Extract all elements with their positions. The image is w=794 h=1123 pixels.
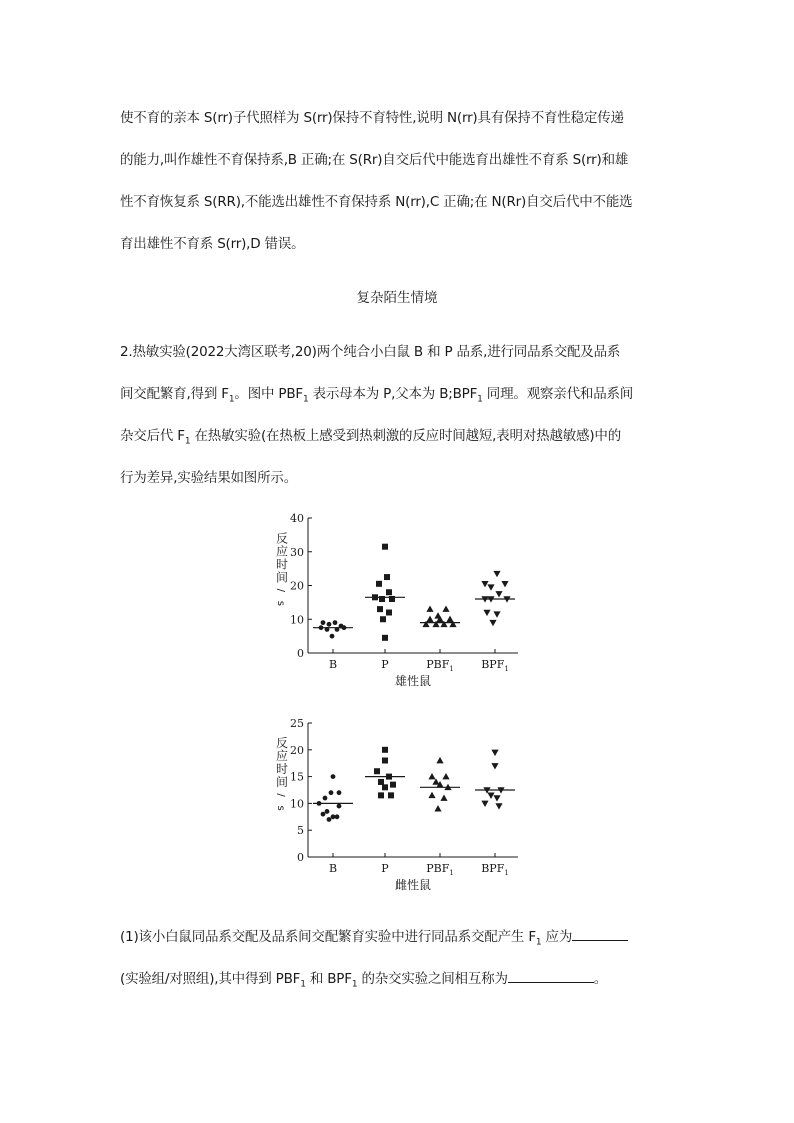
square-marker (389, 596, 395, 602)
y-axis-title-char: 应 (275, 544, 289, 559)
x-tick-label: P (381, 862, 389, 875)
circle-marker (321, 812, 326, 817)
circle-marker (327, 622, 332, 627)
triangle-up-marker (436, 757, 443, 763)
square-marker (382, 544, 388, 550)
answer-line-3: 性不育恢复系 S(RR),不能选出雄性不育保持系 N(rr),C 正确;在 N(Rr)自交后代中不能选 (120, 194, 633, 210)
circle-marker (325, 809, 330, 814)
triangle-up-marker (428, 792, 435, 798)
circle-marker (337, 790, 342, 795)
triangle-up-marker (434, 805, 441, 811)
male-reaction-time-chart (268, 510, 538, 700)
square-marker (378, 779, 384, 785)
circle-marker (335, 814, 340, 819)
triangle-down-marker (481, 801, 488, 807)
square-marker (384, 574, 390, 580)
circle-marker (331, 774, 336, 779)
answer-line-2: 的能力,叫作雄性不育保持系,B 正确;在 S(Rr)自交后代中能选育出雄性不育系 S(rr)和雄 (120, 152, 629, 168)
y-axis-title-char: s (275, 805, 286, 811)
x-tick-label: $PBF_1$ (426, 862, 454, 877)
triangle-up-marker (426, 606, 433, 612)
answer-line-1: 使不育的亲本 S(rr)子代照样为 S(rr)保持不育特性,说明 N(rr)具有保持不育性稳定传递 (120, 110, 624, 126)
y-tick-label: 5 (297, 824, 304, 838)
female-reaction-time-chart (268, 715, 538, 900)
y-tick-label: 15 (290, 770, 304, 784)
y-axis-title-char: s (275, 600, 286, 606)
circle-marker (337, 804, 342, 809)
y-tick-label: 0 (297, 647, 304, 660)
triangle-up-marker (426, 616, 433, 622)
triangle-down-marker (489, 620, 496, 626)
y-tick-label: 0 (297, 851, 304, 864)
circle-marker (333, 620, 338, 625)
square-marker (382, 758, 388, 764)
x-tick-label: $PBF_1$ (426, 658, 454, 673)
circle-marker (330, 634, 335, 639)
square-marker (378, 792, 384, 798)
triangle-down-marker (491, 750, 498, 756)
y-tick-label: 20 (290, 743, 304, 757)
y-tick-label: 20 (290, 579, 304, 593)
square-marker (379, 596, 385, 602)
subquestion-line-2: (实验组/对照组),其中得到 $PBF_1$ 和 $BPF_1$ 的杂交实验之间相互称为 。 (120, 968, 607, 995)
circle-marker (321, 620, 326, 625)
x-tick-label: P (381, 658, 389, 671)
circle-marker (329, 790, 334, 795)
x-tick-label: B (328, 658, 338, 671)
circle-marker (319, 625, 324, 630)
square-marker (388, 792, 394, 798)
y-tick-label: 10 (290, 613, 304, 627)
y-axis-title-char: 时 (275, 762, 289, 777)
triangle-up-marker (442, 606, 449, 612)
y-axis-title-char: 应 (275, 749, 289, 764)
question-line-2: 间交配繁育,得到 $F_1$。图中 $PBF_1$ 表示母本为 P,父本为 $B;BPF_1$ 同理。观察亲代和品系间 (120, 386, 634, 405)
triangle-down-marker (483, 610, 490, 616)
square-marker (390, 782, 396, 788)
answer-line-4: 育出雄性不育系 S(rr),D 错误。 (120, 236, 305, 252)
square-marker (382, 784, 388, 790)
y-axis-title-char: 反 (275, 531, 289, 546)
triangle-down-marker (493, 795, 500, 801)
triangle-down-marker (495, 803, 502, 809)
square-marker (380, 616, 386, 622)
section-title: 复杂陌生情境 (356, 290, 438, 306)
triangle-up-marker (446, 616, 453, 622)
y-tick-label: 40 (290, 512, 304, 525)
square-marker (376, 581, 382, 587)
y-axis-title-char: 间 (275, 775, 289, 790)
x-tick-label: $BPF_1$ (481, 862, 509, 877)
square-marker (377, 606, 383, 612)
circle-marker (342, 625, 347, 630)
question-line-3: 杂交后代 $F_1$ 在热敏实验(在热板上感受到热刺激的反应时间越短,表明对热越敏感)中的 (120, 428, 622, 447)
triangle-up-marker (428, 773, 435, 779)
x-axis-title: 雄性鼠 (394, 674, 432, 688)
triangle-down-marker (493, 571, 500, 577)
triangle-up-marker (440, 794, 447, 800)
triangle-down-marker (481, 581, 488, 587)
question-line-1: 2.热敏实验(2022大湾区联考,20)两个纯合小白鼠 B 和 P 品系,进行同品系交配及品系 (120, 344, 621, 360)
y-axis-title-char: / (275, 588, 286, 592)
square-marker (386, 589, 392, 595)
answer-blank-2[interactable] (508, 968, 594, 983)
square-marker (372, 594, 378, 600)
y-axis-title-char: 时 (275, 557, 289, 572)
circle-marker (317, 801, 322, 806)
x-tick-label: $BPF_1$ (481, 658, 509, 673)
triangle-down-marker (501, 581, 508, 587)
circle-marker (325, 627, 330, 632)
x-axis-title: 雌性鼠 (394, 878, 432, 892)
x-tick-label: B (328, 862, 338, 875)
triangle-down-marker (487, 584, 494, 590)
subquestion-line-1: (1)该小白鼠同品系交配及品系间交配繁育实验中进行同品系交配产生 $F_1$ 应为 (120, 926, 628, 953)
triangle-down-marker (487, 793, 494, 799)
square-marker (382, 747, 388, 753)
circle-marker (323, 796, 328, 801)
square-marker (386, 610, 392, 616)
y-tick-label: 25 (290, 717, 304, 730)
triangle-down-marker (493, 611, 500, 617)
circle-marker (327, 817, 332, 822)
y-axis-title-char: / (275, 793, 286, 797)
y-axis-title-char: 反 (275, 736, 289, 751)
square-marker (386, 774, 392, 780)
question-line-4: 行为差异,实验结果如图所示。 (120, 470, 297, 486)
triangle-up-marker (442, 773, 449, 779)
y-tick-label: 30 (290, 545, 304, 559)
square-marker (374, 768, 380, 774)
answer-blank-1[interactable] (572, 926, 628, 941)
y-axis-title-char: 间 (275, 570, 289, 585)
triangle-down-marker (491, 763, 498, 769)
y-tick-label: 10 (290, 797, 304, 811)
square-marker (382, 635, 388, 641)
circle-marker (335, 627, 340, 632)
triangle-down-marker (495, 591, 502, 597)
